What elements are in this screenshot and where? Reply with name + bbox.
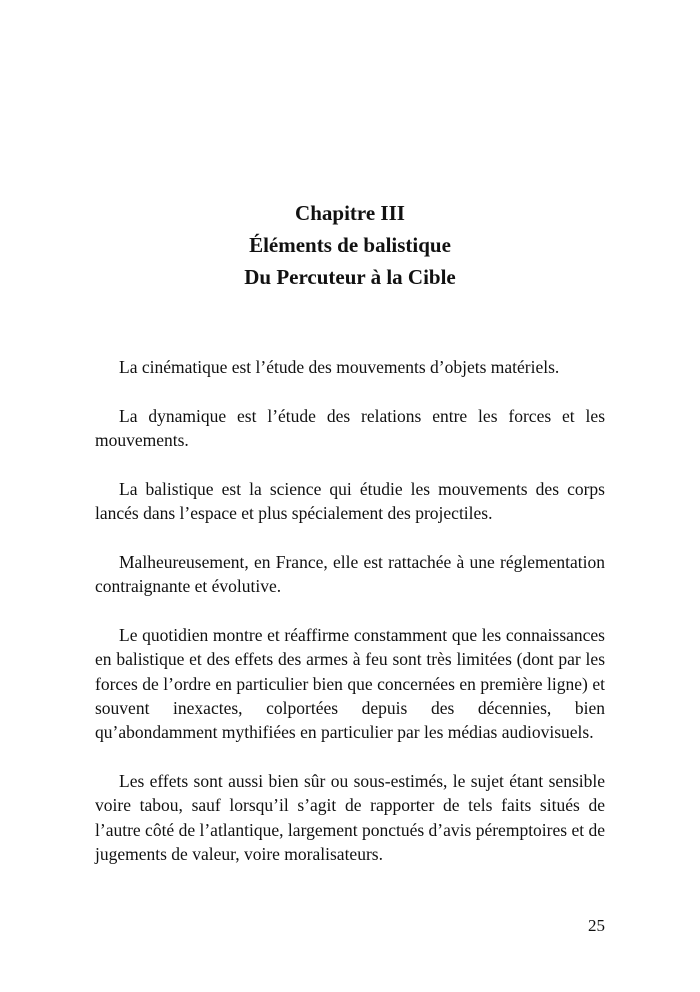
chapter-subtitle: Du Percuteur à la Cible xyxy=(244,265,456,289)
chapter-heading xyxy=(0,197,700,293)
chapter-title: Éléments de balistique xyxy=(249,233,451,257)
paragraph: Malheureusement, en France, elle est rattachée à une réglementation contraignante et évolutive. xyxy=(95,551,605,597)
paragraph: Les effets sont aussi bien sûr ou sous-estimés, le sujet étant sensible voire tabou, sauf lorsqu’il s’agit de rapporter de tels faits situés de l’autre côté de l’atlantique, largement ponctués d’avis péremptoires et de jugements de valeur, voire moralisateurs. xyxy=(95,771,605,864)
page-number: 25 xyxy=(588,916,605,935)
body-text xyxy=(95,355,605,891)
paragraph: La cinématique est l’étude des mouvements d’objets matériels. xyxy=(119,357,560,377)
paragraph: La dynamique est l’étude des relations entre les forces et les mouvements. xyxy=(95,405,605,451)
paragraph: Le quotidien montre et réaffirme constamment que les connaissances en balistique et des effets des armes à feu sont très limitées (dont par les forces de l’ordre en particulier bien que concernées en première ligne) et souvent inexactes, colportées depuis des décennies, bien qu’abondamment mythifiées en particulier par les médias audiovisuels. xyxy=(95,625,605,743)
paragraph: La balistique est la science qui étudie les mouvements des corps lancés dans l’espace et plus spécialement des projectiles. xyxy=(95,478,605,524)
chapter-number: Chapitre III xyxy=(295,201,405,225)
